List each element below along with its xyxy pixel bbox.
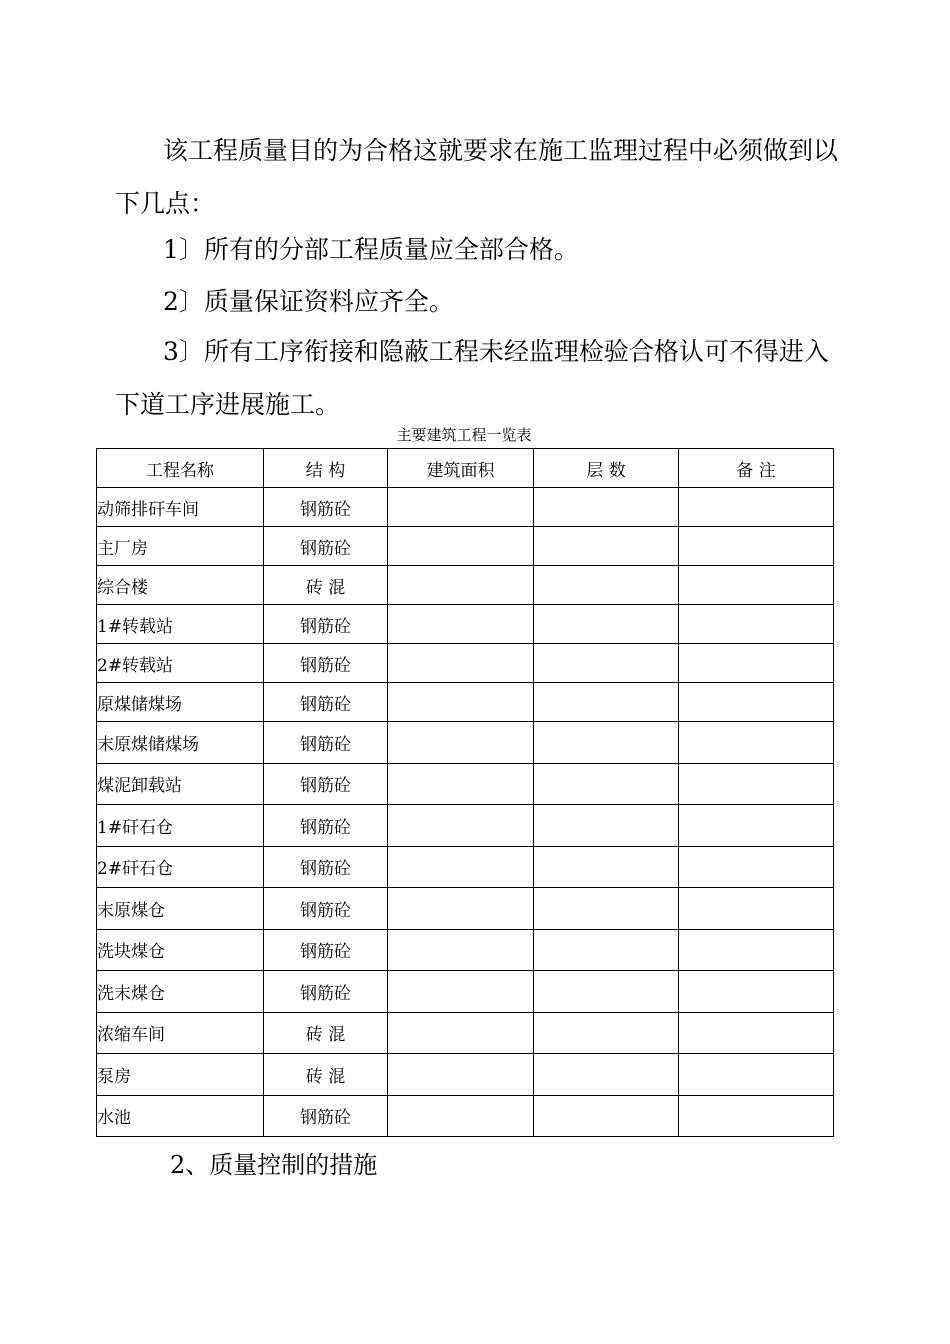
- cell-structure: 钢筋砼: [264, 527, 388, 566]
- paragraph-quality-goal: 该工程质量目的为合格这就要求在施工监理过程中必须做到以下几点：: [115, 136, 839, 218]
- cell-remarks: [679, 644, 834, 683]
- cell-remarks: [679, 1012, 834, 1054]
- cell-project-name: 1#转载站: [97, 605, 264, 644]
- cell-structure: 钢筋砼: [264, 722, 388, 764]
- cell-floors: [534, 846, 679, 888]
- cell-floors: [534, 971, 679, 1013]
- cell-structure: 钢筋砼: [264, 846, 388, 888]
- table-row: [97, 566, 834, 605]
- cell-project-name: 主厂房: [97, 527, 264, 566]
- cell-project-name: 综合楼: [97, 566, 264, 605]
- cell-floors: [534, 566, 679, 605]
- cell-floors: [534, 644, 679, 683]
- cell-building-area: [388, 1054, 534, 1096]
- cell-remarks: [679, 1054, 834, 1096]
- table-row: [97, 722, 834, 764]
- cell-project-name: 煤泥卸载站: [97, 763, 264, 805]
- cell-remarks: [679, 763, 834, 805]
- cell-floors: [534, 1095, 679, 1137]
- cell-remarks: [679, 488, 834, 527]
- cell-building-area: [388, 888, 534, 930]
- cell-project-name: 末原煤储煤场: [97, 722, 264, 764]
- cell-remarks: [679, 527, 834, 566]
- cell-structure: 钢筋砼: [264, 683, 388, 722]
- header-floors: 层 数: [534, 449, 679, 488]
- header-project-name: 工程名称: [97, 449, 264, 488]
- header-building-area: 建筑面积: [388, 449, 534, 488]
- table-row: [97, 527, 834, 566]
- cell-building-area: [388, 1095, 534, 1137]
- cell-floors: [534, 1012, 679, 1054]
- cell-remarks: [679, 846, 834, 888]
- table-row: [97, 488, 834, 527]
- cell-remarks: [679, 605, 834, 644]
- cell-structure: 钢筋砼: [264, 971, 388, 1013]
- cell-structure: 钢筋砼: [264, 929, 388, 971]
- table-row: [97, 1054, 834, 1096]
- cell-structure: 砖 混: [264, 566, 388, 605]
- cell-structure: 钢筋砼: [264, 605, 388, 644]
- cell-project-name: 动筛排矸车间: [97, 488, 264, 527]
- cell-structure: 砖 混: [264, 1012, 388, 1054]
- cell-remarks: [679, 805, 834, 847]
- cell-structure: 钢筋砼: [264, 805, 388, 847]
- cell-building-area: [388, 527, 534, 566]
- paragraph-item-1: 1〕所有的分部工程质量应全部合格。: [163, 235, 579, 264]
- cell-project-name: 末原煤仓: [97, 888, 264, 930]
- cell-building-area: [388, 683, 534, 722]
- table-row: [97, 1012, 834, 1054]
- cell-floors: [534, 683, 679, 722]
- cell-building-area: [388, 929, 534, 971]
- cell-project-name: 泵房: [97, 1054, 264, 1096]
- cell-floors: [534, 488, 679, 527]
- cell-building-area: [388, 722, 534, 764]
- cell-building-area: [388, 846, 534, 888]
- cell-building-area: [388, 805, 534, 847]
- cell-structure: 钢筋砼: [264, 763, 388, 805]
- cell-building-area: [388, 605, 534, 644]
- table-row: [97, 929, 834, 971]
- cell-project-name: 水池: [97, 1095, 264, 1137]
- table-row: [97, 805, 834, 847]
- table-header-row: [97, 449, 834, 488]
- cell-project-name: 浓缩车间: [97, 1012, 264, 1054]
- table-row: [97, 971, 834, 1013]
- table-row: [97, 763, 834, 805]
- cell-floors: [534, 722, 679, 764]
- cell-floors: [534, 527, 679, 566]
- cell-building-area: [388, 971, 534, 1013]
- cell-structure: 钢筋砼: [264, 488, 388, 527]
- cell-project-name: 洗块煤仓: [97, 929, 264, 971]
- table-row: [97, 683, 834, 722]
- table-body: [97, 488, 834, 1137]
- cell-floors: [534, 1054, 679, 1096]
- table-row: [97, 644, 834, 683]
- table-row: [97, 846, 834, 888]
- table-caption: 主要建筑工程一览表: [396, 426, 532, 444]
- table-row: [97, 605, 834, 644]
- cell-building-area: [388, 488, 534, 527]
- cell-structure: 砖 混: [264, 1054, 388, 1096]
- cell-building-area: [388, 1012, 534, 1054]
- cell-floors: [534, 805, 679, 847]
- cell-remarks: [679, 683, 834, 722]
- cell-building-area: [388, 763, 534, 805]
- cell-structure: 钢筋砼: [264, 1095, 388, 1137]
- cell-project-name: 2#转载站: [97, 644, 264, 683]
- cell-structure: 钢筋砼: [264, 888, 388, 930]
- cell-building-area: [388, 566, 534, 605]
- cell-floors: [534, 888, 679, 930]
- cell-floors: [534, 605, 679, 644]
- cell-project-name: 洗末煤仓: [97, 971, 264, 1013]
- header-structure: 结 构: [264, 449, 388, 488]
- cell-floors: [534, 929, 679, 971]
- paragraph-item-2: 2〕质量保证资料应齐全。: [163, 287, 454, 316]
- cell-remarks: [679, 722, 834, 764]
- section-heading: 2、质量控制的措施: [170, 1151, 378, 1179]
- header-remarks: 备 注: [679, 449, 834, 488]
- buildings-table: [96, 448, 834, 1137]
- cell-remarks: [679, 929, 834, 971]
- cell-building-area: [388, 644, 534, 683]
- cell-remarks: [679, 566, 834, 605]
- cell-project-name: 1#矸石仓: [97, 805, 264, 847]
- cell-floors: [534, 763, 679, 805]
- cell-project-name: 原煤储煤场: [97, 683, 264, 722]
- cell-remarks: [679, 888, 834, 930]
- cell-remarks: [679, 971, 834, 1013]
- table-row: [97, 1095, 834, 1137]
- cell-project-name: 2#矸石仓: [97, 846, 264, 888]
- cell-remarks: [679, 1095, 834, 1137]
- cell-structure: 钢筋砼: [264, 644, 388, 683]
- table-row: [97, 888, 834, 930]
- paragraph-item-3: 3〕所有工序衔接和隐蔽工程未经监理检验合格认可不得进入下道工序进展施工。: [115, 337, 829, 419]
